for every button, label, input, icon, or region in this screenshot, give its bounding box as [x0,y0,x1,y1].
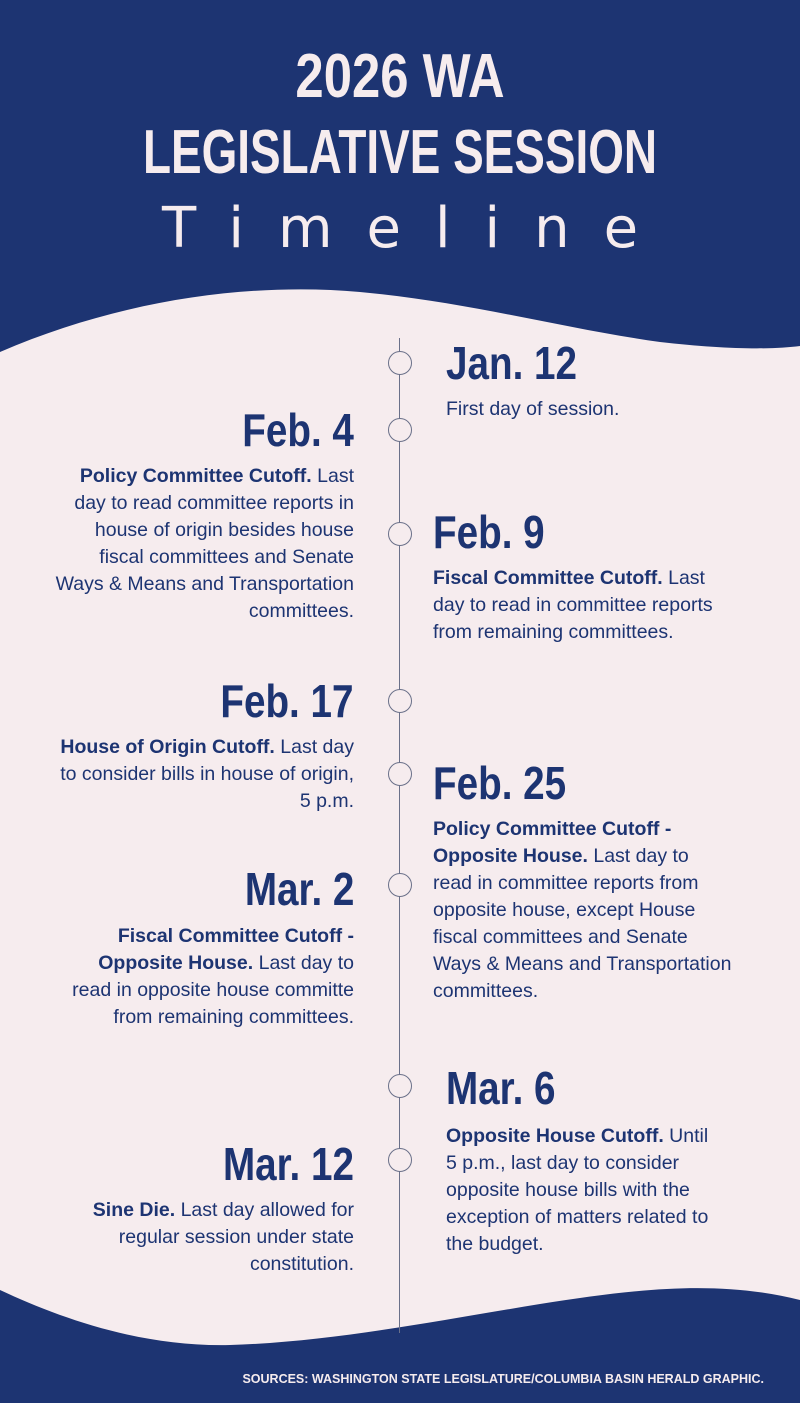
event-date: Feb. 4 [242,404,354,456]
event-lead: Policy Committee Cutoff. [79,465,312,487]
event-description [446,396,746,423]
event-description [54,463,354,625]
event-text: Until 5 p.m., last day to consider opposite house bills with the exception of matters related to the budget. [446,1125,709,1255]
event-date: Mar. 2 [244,863,354,915]
event-text: Last day allowed for regular session under state constitution. [118,1199,354,1275]
timeline-node-feb-25 [388,762,412,786]
timeline-axis [399,338,400,1333]
event-text: Last day to consider bills in house of origin, 5 p.m. [60,736,354,812]
event-date: Jan. 12 [446,337,578,389]
event-text: First day of session. [446,398,620,420]
event-lead: Policy Committee Cutoff - Opposite House. [433,818,672,867]
title-subtitle: Timeline [161,196,673,261]
event-lead: Fiscal Committee Cutoff. [433,567,663,589]
timeline-node-feb-17 [388,689,412,713]
event-description [54,1197,354,1278]
event-description [54,734,354,815]
timeline-node-mar-6 [388,1074,412,1098]
event-description [54,923,354,1031]
event-description [433,816,733,1005]
event-lead: Fiscal Committee Cutoff - Opposite House. [98,925,354,974]
event-lead: Sine Die. [92,1199,176,1221]
event-text: Last day to read committee reports in house of origin besides house fiscal committees and Senate Ways & Means and Transportation committees. [55,465,354,622]
event-date: Feb. 17 [220,675,354,727]
source-credit: SOURCES: WASHINGTON STATE LEGISLATURE/COLUMBIA BASIN HERALD GRAPHIC. [242,1372,764,1386]
event-text: Last day to read in opposite house committe from remaining committees. [72,952,354,1028]
event-text: Last day to read in committee reports from opposite house, except House fiscal committees and Senate Ways & Means and Transportation committees. [433,845,732,1002]
timeline-node-mar-2 [388,873,412,897]
event-date: Feb. 25 [433,757,567,809]
timeline-node-feb-4 [388,418,412,442]
event-text: Last day to read in committee reports from remaining committees. [433,567,713,643]
event-date: Feb. 9 [433,506,545,558]
event-lead: Opposite House Cutoff. [446,1125,664,1147]
title-year: 2026 WA [295,42,505,111]
event-date: Mar. 6 [446,1062,556,1114]
title-main: LEGISLATIVE SESSION [142,118,658,187]
timeline-node-mar-12 [388,1148,412,1172]
event-description [446,1123,716,1258]
timeline-node-feb-9 [388,522,412,546]
event-date: Mar. 12 [222,1138,354,1190]
timeline-node-jan-12 [388,351,412,375]
event-lead: House of Origin Cutoff. [60,736,275,758]
event-description [433,565,733,646]
